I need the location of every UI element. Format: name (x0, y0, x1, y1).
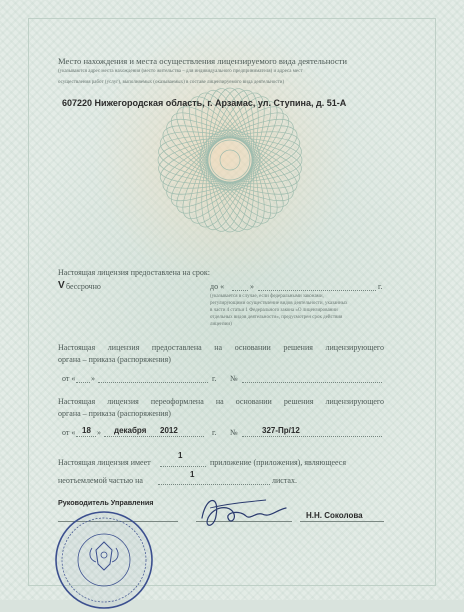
reissue-day: 18 (82, 426, 91, 435)
term-note-line-5: лицензии) (210, 322, 232, 327)
basis-line-2: органа – приказа (распоряжения) (58, 355, 171, 364)
reissue-close-quote: » (97, 428, 101, 437)
reissue-year: 2012 (160, 426, 178, 435)
location-explanation-line-1: (указываются адрес места нахождения (место жительства – для индивидуального предпринимателя) и адреса мест (58, 69, 303, 74)
basis-year-suffix: г. (212, 374, 217, 383)
signer-name: Н.Н. Соколова (306, 511, 363, 520)
term-note-line-3: в части 4 статьи 1 Федерального закона «О лицензировании (210, 308, 338, 313)
reissue-from-label: от « (62, 428, 76, 437)
reissue-number-sign: № (230, 428, 238, 437)
term-note-line-4: отдельных видов деятельности», предусмотрен срок действия (210, 315, 343, 320)
until-prefix: до « (210, 282, 225, 291)
basis-line-1: Настоящая лицензия предоставлена на основании решения лицензирующего (58, 343, 384, 352)
basis-number-sign: № (230, 374, 238, 383)
indefinite-checkmark: V (58, 280, 65, 291)
basis-close-quote: » (91, 374, 95, 383)
term-note-line-1: (указывается в случае, если федеральными законами, (210, 294, 324, 299)
basis-from-label: от « (62, 374, 76, 383)
signer-position-line-1: Руководитель Управления (58, 498, 154, 507)
reissue-month: декабря (114, 426, 147, 435)
location-explanation-line-2: осуществления работ (услуг), выполняемых (оказываемых) в составе лицензируемого вида деятельности) (58, 80, 285, 85)
license-address: 607220 Нижегородская область, г. Арзамас, ул. Ступина, д. 51-А (62, 98, 347, 108)
until-year-suffix: г. (378, 282, 383, 291)
reissue-order-number: 327-Пр/12 (262, 426, 300, 435)
reissue-year-suffix: г. (212, 428, 217, 437)
term-heading: Настоящая лицензия предоставлена на срок: (58, 268, 210, 277)
appendix-line-1-prefix: Настоящая лицензия имеет (58, 458, 151, 467)
appendix-line-2-prefix: неотъемлемой частью на (58, 476, 143, 485)
term-note-line-2: регулирующими осуществление видов деятельности, указанных (210, 301, 348, 306)
appendix-line-2-suffix: листах. (272, 476, 297, 485)
handwritten-signature-icon (196, 488, 292, 538)
location-heading: Место нахождения и места осуществления лицензируемого вида деятельности (58, 56, 348, 66)
appendix-line-1-suffix: приложение (приложения), являющееся (210, 458, 347, 467)
indefinite-term-label: бессрочно (66, 282, 101, 291)
appendix-count: 1 (178, 451, 183, 460)
sheet-count: 1 (190, 470, 195, 479)
official-seal-icon (52, 508, 156, 612)
guilloche-rosette-icon (140, 70, 320, 250)
reissue-line-2: органа – приказа (распоряжения) (58, 409, 171, 418)
until-close-quote: » (250, 282, 254, 291)
reissue-line-1: Настоящая лицензия переоформлена на основании решения лицензирующего (58, 397, 384, 406)
